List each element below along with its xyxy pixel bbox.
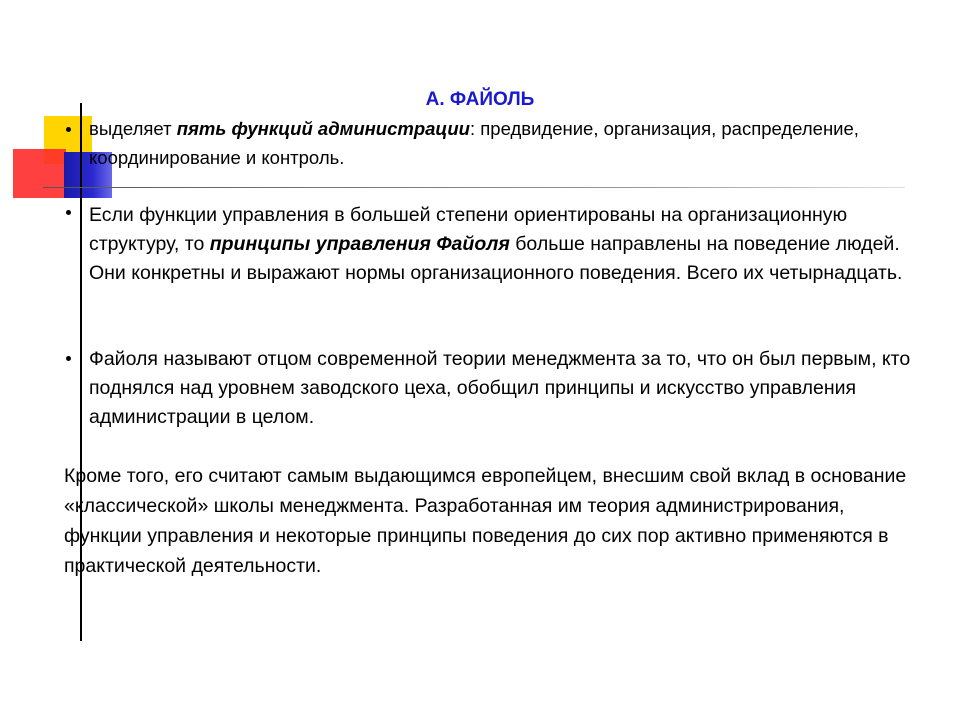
bullet-text	[89, 114, 919, 172]
bullet-dot	[66, 210, 71, 215]
bullet-text-part: больше направлены на поведение людей. Они конкретны и выражают нормы организационного поведения. Всего их четырнадцать.	[89, 233, 903, 284]
bullet-text-part: : предвидение, организация, распределение, координирование и контроль.	[89, 118, 859, 168]
decor-horizontal-line	[43, 187, 905, 188]
bullet-text-part: Если функции управления в большей степени ориентированы на организационную структуру, то	[89, 204, 848, 255]
bullet-emphasis: пять функций администрации	[176, 118, 470, 139]
bullet-dot	[66, 356, 71, 361]
bullet-text: Файоля называют отцом современной теории менеджмента за то, что он был первым, кто поднялся над уровнем заводского цеха, обобщил принципы и искусство управления администрации в целом.	[89, 348, 911, 428]
bullet-text-part: выделяет	[89, 118, 177, 139]
slide-title: А. ФАЙОЛЬ	[425, 89, 535, 110]
bullet-emphasis: принципы управления Файоля	[209, 233, 510, 255]
bullet-text	[89, 201, 919, 288]
bullet-dot	[66, 127, 71, 132]
closing-paragraph: Кроме того, его считают самым выдающимся европейцем, внесшим свой вклад в основание «классической» школы менеджмента. Разработанная им теория администрирования, функции управления и некоторые принципы поведения до сих пор активно применяются в практической деятельности.	[64, 465, 907, 577]
decor-red-square	[13, 149, 66, 198]
